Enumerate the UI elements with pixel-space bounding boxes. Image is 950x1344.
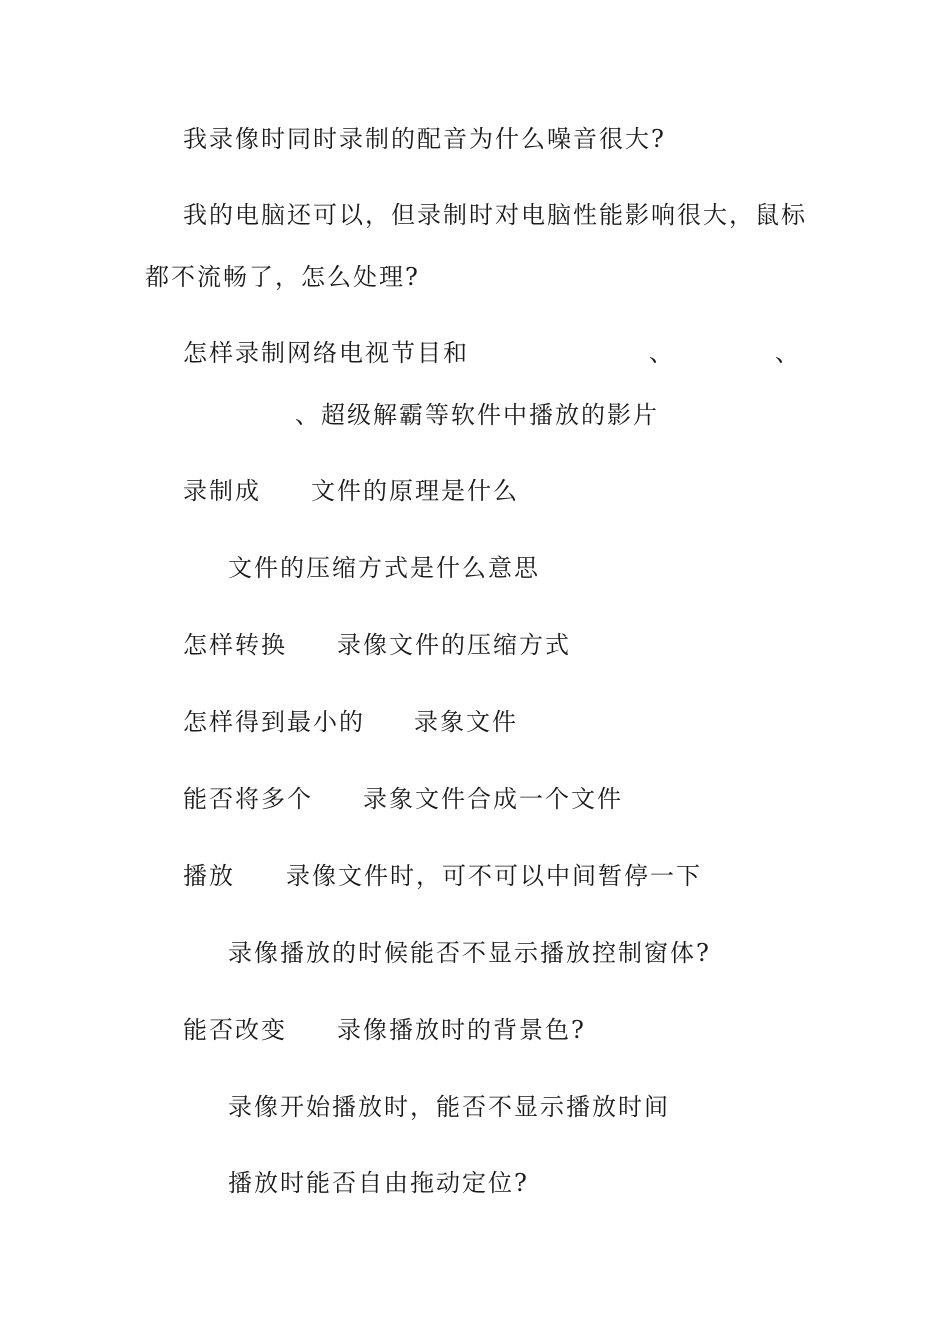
question-text: 录象文件合成一个文件 (363, 785, 623, 813)
question-line-9 (183, 861, 702, 891)
question-text: 播放 (183, 862, 235, 890)
question-text: 我的电脑还可以，但录制时对电脑性能影响很大，鼠标 (183, 201, 807, 229)
question-text: 录像开始播放时，能否不显示播放时间 (228, 1093, 670, 1121)
question-line-1 (183, 124, 666, 154)
question-text: 录制成 (183, 477, 261, 505)
question-text: 能否将多个 (183, 785, 313, 813)
question-line-11 (183, 1015, 586, 1045)
question-text: 录像文件的压缩方式 (337, 631, 571, 659)
question-text: 录像播放时的背景色? (337, 1016, 586, 1044)
question-text: 怎样得到最小的 (183, 708, 365, 736)
question-text: 、超级解霸等软件中播放的影片 (295, 401, 659, 429)
question-line-13 (228, 1168, 529, 1198)
question-text: 怎样录制网络电视节目和 (183, 339, 469, 367)
question-line-3-continued (295, 400, 659, 430)
question-text: 文件的压缩方式是什么意思 (228, 554, 540, 582)
question-line-6 (183, 630, 571, 660)
question-text: 录象文件 (414, 708, 518, 736)
question-text: 能否改变 (183, 1016, 287, 1044)
question-text: 文件的原理是什么 (311, 477, 519, 505)
question-line-7 (183, 707, 518, 737)
question-text: 播放时能否自由拖动定位? (228, 1169, 529, 1197)
enumeration-comma: 、 (775, 339, 801, 367)
question-line-10 (228, 938, 711, 968)
question-text: 录像播放的时候能否不显示播放控制窗体? (228, 939, 711, 967)
question-line-12 (228, 1092, 670, 1122)
question-text: 怎样转换 (183, 631, 287, 659)
enumeration-comma: 、 (649, 339, 675, 367)
question-text: 我录像时同时录制的配音为什么噪音很大? (183, 125, 666, 153)
question-line-8 (183, 784, 623, 814)
question-line-4 (183, 476, 519, 506)
question-text: 都不流畅了，怎么处理? (145, 263, 420, 291)
question-line-5 (228, 553, 540, 583)
question-line-2 (183, 200, 807, 230)
question-line-3 (183, 338, 801, 368)
question-line-2-continued (145, 262, 420, 292)
question-text: 录像文件时，可不可以中间暂停一下 (286, 862, 702, 890)
